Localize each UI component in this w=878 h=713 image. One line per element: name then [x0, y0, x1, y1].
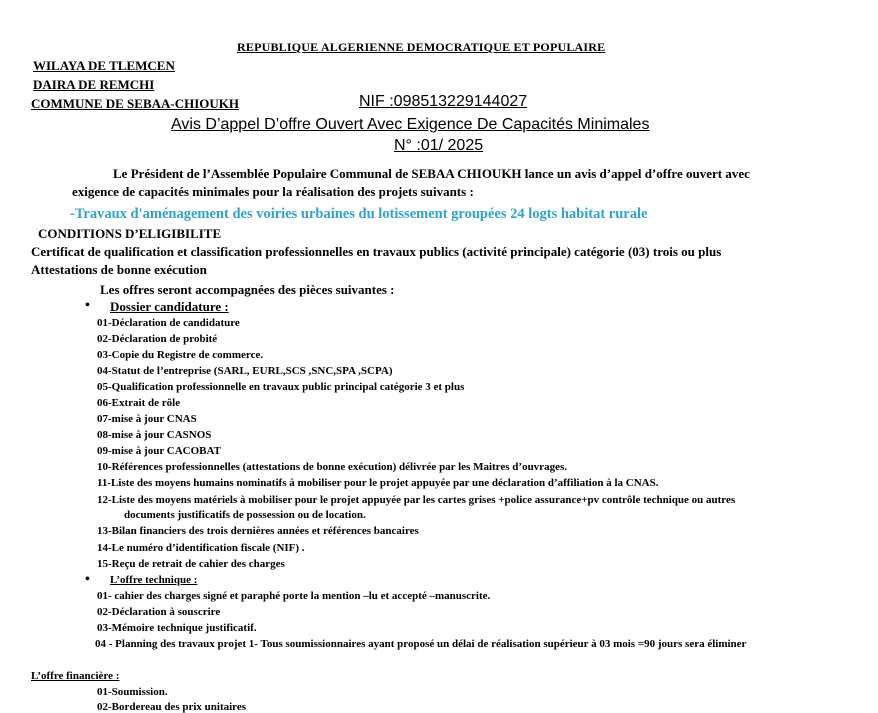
daira-label: DAIRA DE REMCHI	[33, 77, 155, 92]
dossier-item: 02-Déclaration de probité	[97, 333, 218, 345]
dossier-item: 13-Bilan financiers des trois dernières années et références bancaires	[97, 525, 419, 537]
republic-title: REPUBLIQUE ALGERIENNE DEMOCRATIQUE ET POPULAIRE	[237, 40, 606, 54]
financiere-item: 01-Soumission.	[97, 686, 168, 698]
financiere-heading-a: L’offre	[31, 670, 64, 682]
dossier-heading	[110, 299, 229, 315]
dossier-heading-b: candidature :	[154, 299, 229, 314]
technique-heading-b: technique :	[145, 574, 198, 586]
eligibility-line-2: Attestations de bonne exécution	[31, 262, 207, 277]
dossier-item: 14-Le numéro d’identification fiscale (NIF) .	[97, 542, 305, 554]
nif-number: NIF :098513229144027	[359, 93, 528, 110]
bullet-icon: •	[85, 572, 90, 587]
technique-item: 01- cahier des charges signé et paraphé porte la mention –lu et accepté –manuscrite.	[97, 590, 491, 602]
commune-label: COMMUNE DE SEBAA-CHIOUKH	[31, 96, 240, 111]
financiere-item: 02-Bordereau des prix unitaires	[97, 701, 247, 713]
avis-title: Avis D’appel D’offre Ouvert Avec Exigence De Capacités Minimales	[171, 116, 650, 133]
technique-item: 02-Déclaration à souscrire	[97, 606, 221, 618]
avis-number: N° :01/ 2025	[394, 137, 484, 154]
bullet-icon: •	[85, 298, 90, 313]
technique-heading	[110, 574, 197, 586]
dossier-item: 08-mise à jour CASNOS	[97, 429, 212, 441]
financiere-heading	[31, 670, 119, 682]
intro-line-2: exigence de capacités minimales pour la réalisation des projets suivants :	[72, 184, 474, 199]
eligibility-heading: CONDITIONS D’ELIGIBILITE	[38, 226, 222, 241]
dossier-item: 10-Références professionnelles (attestations de bonne exécution) délivrée par les Maitres d’ouvrages.	[97, 461, 567, 473]
dossier-item: 11-Liste des moyens humains nominatifs à mobiliser pour le projet appuyée par une déclaration d’affiliation à la CNAS.	[97, 477, 659, 489]
dossier-heading-a: Dossier	[110, 299, 151, 314]
dossier-item: 07-mise à jour CNAS	[97, 413, 197, 425]
dossier-item: 12-Liste des moyens matériels à mobiliser pour le projet appuyée par les cartes grises +police assurance+pv contrôle technique ou autres	[97, 494, 736, 506]
offers-intro: Les offres seront accompagnées des pièces suivantes :	[100, 282, 395, 297]
dossier-item: 03-Copie du Registre de commerce.	[97, 349, 264, 361]
project-title: -Travaux d'aménagement des voiries urbaines du lotissement groupées 24 logts habitat rurale	[70, 206, 648, 222]
technique-item: 03-Mémoire technique justificatif.	[97, 622, 257, 634]
eligibility-line-1: Certificat de qualification et classification professionnelles en travaux publics (activité principale) catégorie (03) trois ou plus	[31, 244, 722, 259]
dossier-item: 04-Statut de l’entreprise (SARL, EURL,SCS ,SNC,SPA ,SCPA)	[97, 365, 393, 377]
dossier-item: 06-Extrait de rôle	[97, 397, 181, 409]
intro-line-1: Le Président de l’Assemblée Populaire Communal de SEBAA CHIOUKH lance un avis d’appel d’offre ouvert avec	[113, 166, 750, 181]
dossier-item: 09-mise à jour CACOBAT	[97, 445, 221, 457]
wilaya-label: WILAYA DE TLEMCEN	[33, 58, 175, 73]
technique-heading-a: L’offre	[110, 574, 143, 586]
technique-item: 04 - Planning des travaux projet 1- Tous soumissionnaires ayant proposé un délai de réalisation supérieur à 03 mois =90 jours sera éliminer	[95, 638, 747, 650]
dossier-item: 05-Qualification professionnelle en travaux public principal catégorie 3 et plus	[97, 381, 465, 393]
dossier-item: 15-Reçu de retrait de cahier des charges	[97, 558, 285, 570]
financiere-heading-b: financière :	[66, 670, 120, 682]
dossier-item: 01-Déclaration de candidature	[97, 317, 240, 329]
dossier-item-continuation: documents justificatifs de possession ou de location.	[124, 509, 366, 521]
